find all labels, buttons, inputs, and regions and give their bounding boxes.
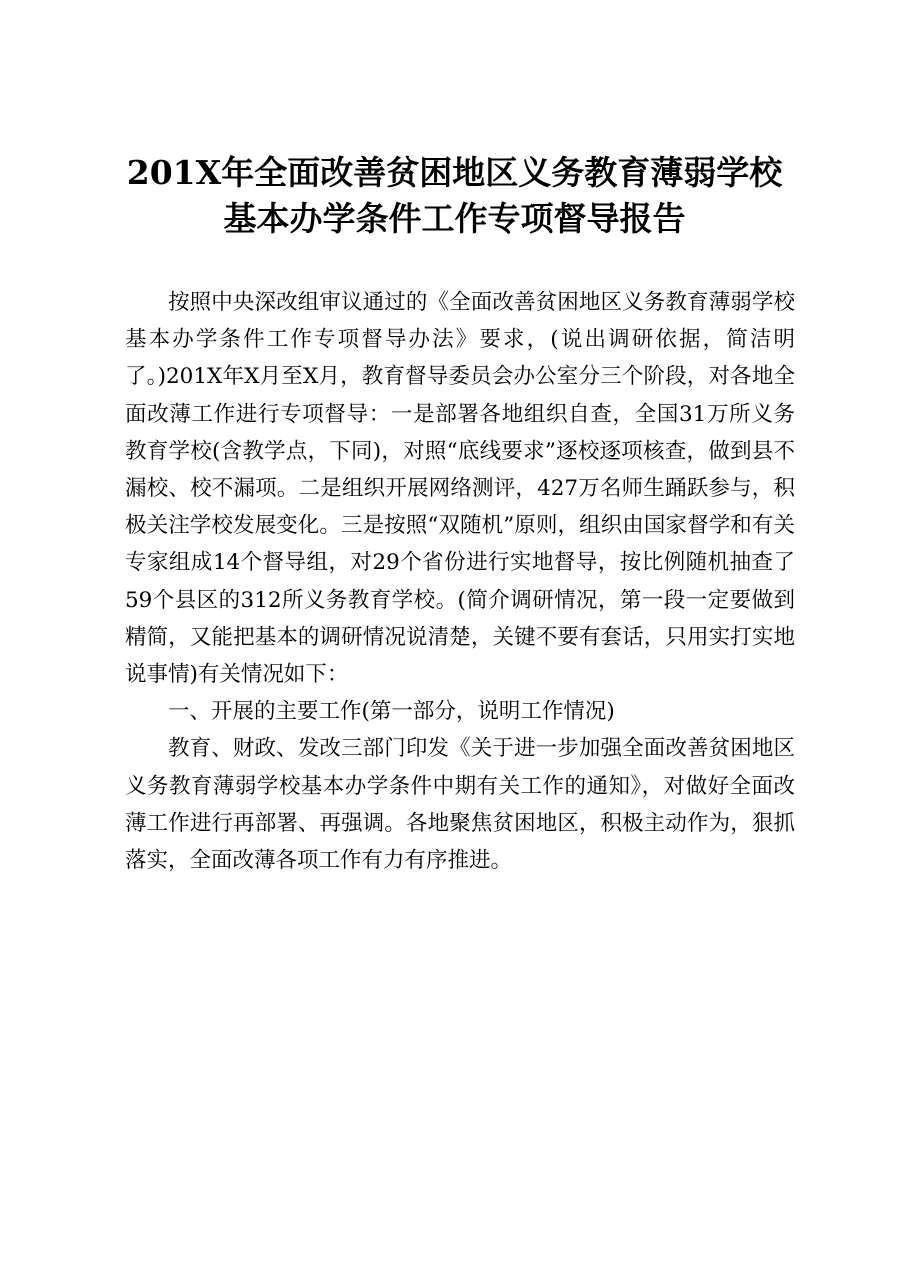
document-title-line-1: 201X年全面改善贫困地区义务教育薄弱学校 [126,153,783,192]
paragraph-section-1: 教育、财政、发改三部门印发《关于进一步加强全面改善贫困地区义务教育薄弱学校基本办学条件中期有关工作的通知》，对做好全面改薄工作进行再部署、再强调。各地聚焦贫困地区，积极主动作为，狠抓落实，全面改薄各项工作有力有序推进。 [125,736,795,874]
section-heading-1: 一、开展的主要工作(第一部分，说明工作情况) [168,699,615,725]
paragraph-intro: 按照中央深改组审议通过的《全面改善贫困地区义务教育薄弱学校基本办学条件工作专项督导办法》要求，(说出调研依据，简洁明了。)201X年X月至X月，教育督导委员会办公室分三个阶段，对各地全面改薄工作进行专项督导：一是部署各地组织自查，全国31万所义务教育学校(含教学点，下同)，对照“底线要求”逐校逐项核查，做到县不漏校、校不漏项。二是组织开展网络测评，427万名师生踊跃参与，积极关注学校发展变化。三是按照“双随机”原则，组织由国家督学和有关专家组成14个督导组，对29个省份进行实地督导，按比例随机抽查了59个县区的312所义务教育学校。(简介调研情况，第一段一定要做到精简，又能把基本的调研情况说清楚，关键不要有套话，只用实打实地说事情)有关情况如下： [125,290,795,688]
document-title-line-2: 基本办学条件工作专项督导报告 [223,199,686,238]
document-body [125,284,795,879]
